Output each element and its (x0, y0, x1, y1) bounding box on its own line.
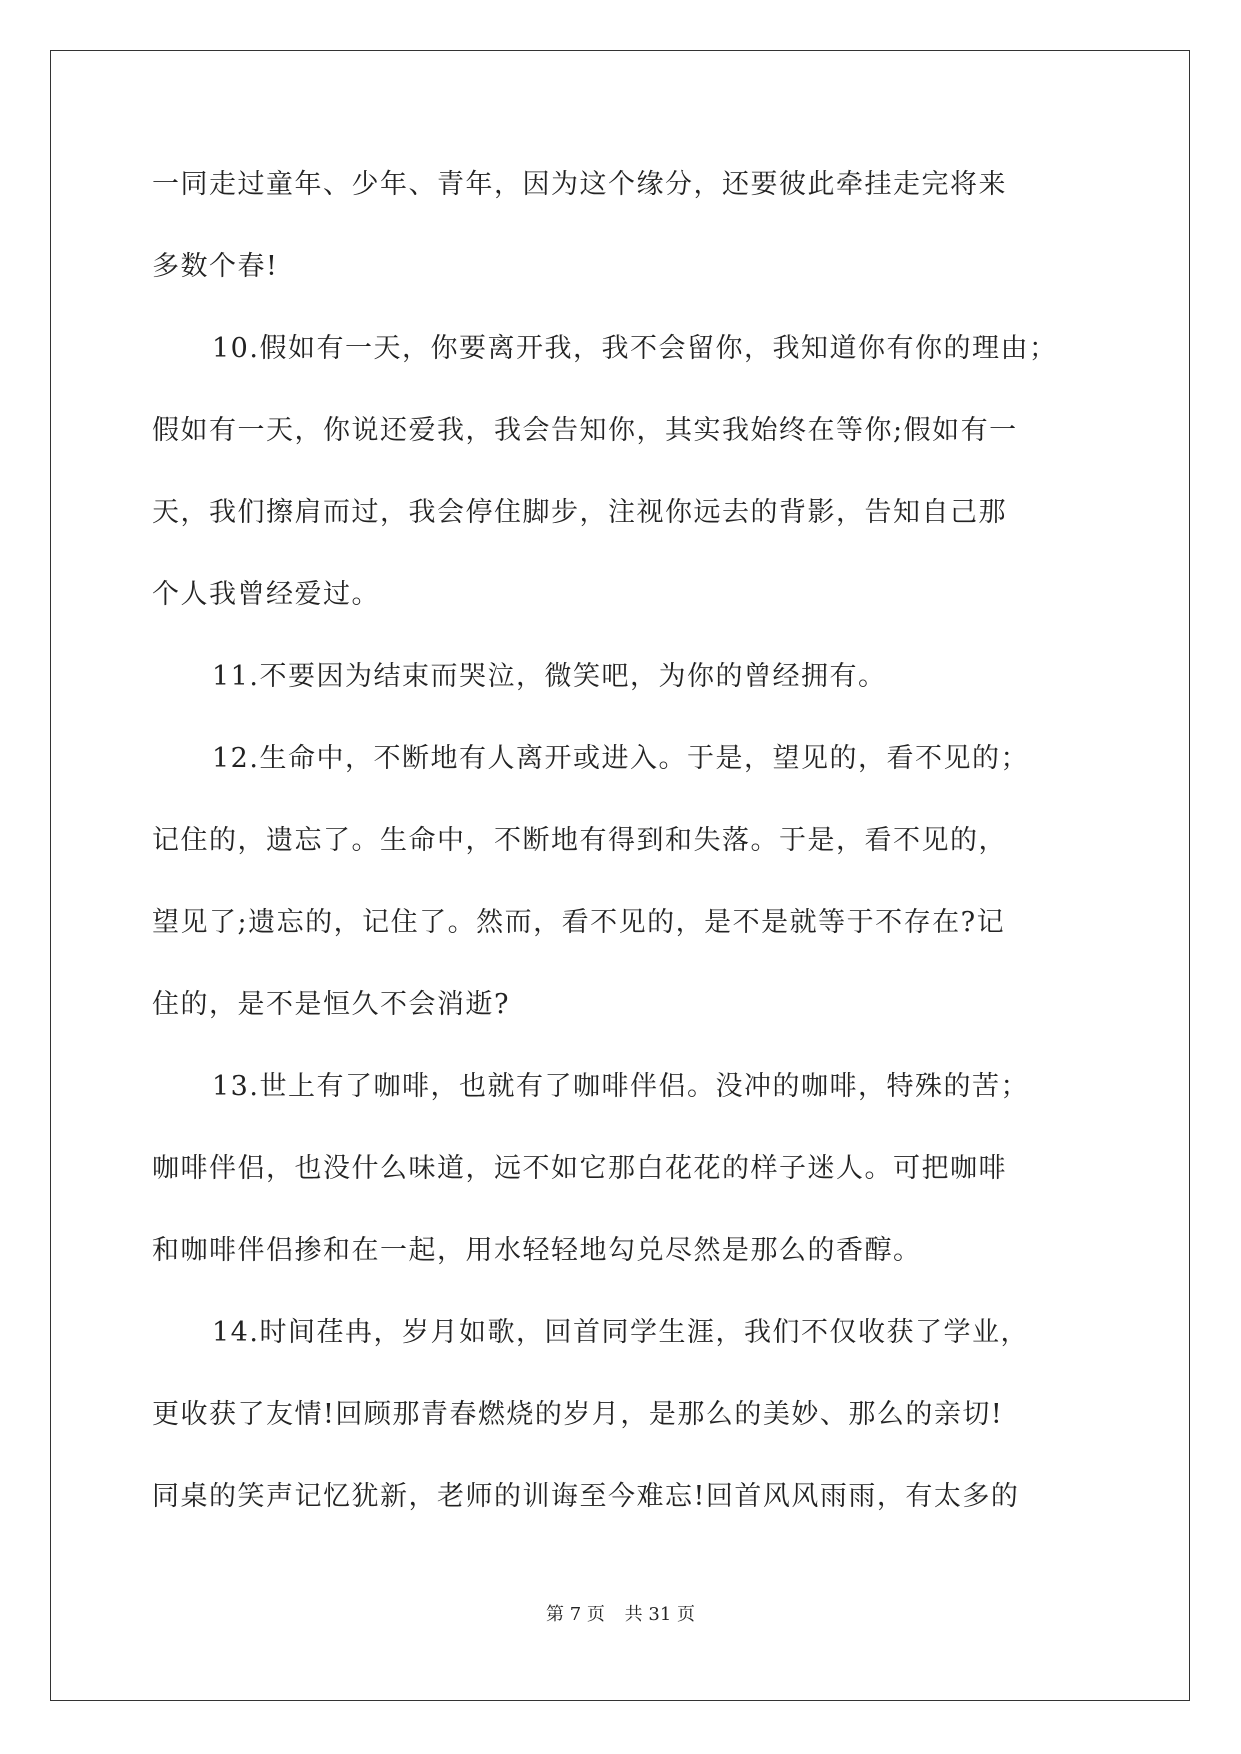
text-line: 记住的，遗忘了。生命中，不断地有得到和失落。于是，看不见的， (152, 825, 1007, 856)
page-number: 第 7 页 (546, 1604, 605, 1625)
document-body (152, 165, 1092, 1559)
text-line: 咖啡伴侣，也没什么味道，远不如它那白花花的样子迷人。可把咖啡 (152, 1153, 1007, 1184)
text-line: 个人我曾经爱过。 (152, 579, 380, 610)
paragraph-11-start: 11.不要因为结束而哭泣，微笑吧，为你的曾经拥有。 (212, 661, 887, 692)
text-line: 一同走过童年、少年、青年，因为这个缘分，还要彼此牵挂走完将来 (152, 169, 1007, 200)
text-line: 更收获了友情!回顾那青春燃烧的岁月，是那么的美妙、那么的亲切! (152, 1399, 1004, 1430)
paragraph-13-start: 13.世上有了咖啡，也就有了咖啡伴侣。没冲的咖啡，特殊的苦； (212, 1071, 1029, 1102)
page-footer (0, 1600, 1241, 1626)
page-total: 共 31 页 (624, 1604, 695, 1625)
text-line: 住的，是不是恒久不会消逝? (152, 989, 510, 1020)
text-line: 同桌的笑声记忆犹新，老师的训诲至今难忘!回首风风雨雨，有太多的 (152, 1481, 1020, 1512)
text-line: 假如有一天，你说还爱我，我会告知你，其实我始终在等你;假如有一 (152, 415, 1018, 446)
paragraph-14-start: 14.时间荏冉，岁月如歌，回首同学生涯，我们不仅收获了学业， (212, 1317, 1029, 1348)
text-line: 天，我们擦肩而过，我会停住脚步，注视你远去的背影，告知自己那 (152, 497, 1007, 528)
text-line: 多数个春! (152, 251, 279, 282)
paragraph-10-start: 10.假如有一天，你要离开我，我不会留你，我知道你有你的理由； (212, 333, 1058, 364)
paragraph-12-start: 12.生命中，不断地有人离开或进入。于是，望见的，看不见的； (212, 743, 1029, 774)
text-line: 和咖啡伴侣掺和在一起，用水轻轻地勾兑尽然是那么的香醇。 (152, 1235, 922, 1266)
text-line: 望见了;遗忘的，记住了。然而，看不见的，是不是就等于不存在?记 (152, 907, 1006, 938)
